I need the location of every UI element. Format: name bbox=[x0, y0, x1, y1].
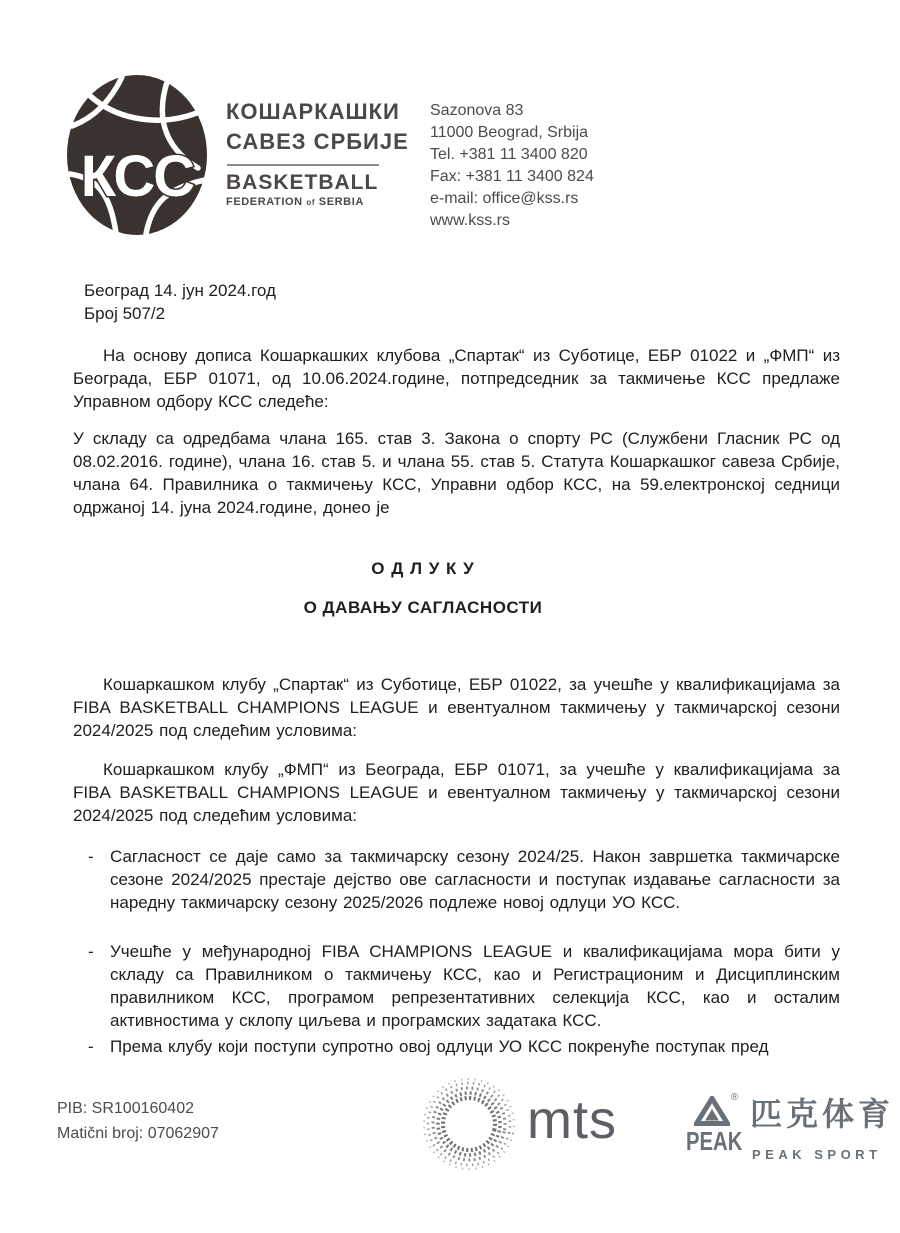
address-street: Sazonova 83 bbox=[430, 102, 524, 119]
address-city: 11000 Beograd, Srbija bbox=[430, 124, 589, 141]
paragraph-spartak: Кошаркашком клубу „Спартак“ из Суботице, ЕБР 01022, за учешће у квалификацијама за FIBA BASKETBALL CHAMPIONS LEAGUE и евентуалном такмичењу у такмичарској сезони 2024/2025 под следећим условима: bbox=[73, 675, 840, 740]
bullet-text-rules: Учешће у међународној FIBA CHAMPIONS LEAGUE и квалификацијама мора бити у складу са Правилником о такмичењу КСС, као и Регистрационим и Дисциплинским правилником КСС, програмом репрезентативних селекција КСС, као и осталим активностима у склопу циљева и програмских задатака КСС. bbox=[110, 942, 840, 1030]
org-sub-of: of bbox=[306, 198, 316, 207]
kss-basketball-logo-icon bbox=[66, 74, 208, 236]
document-meta bbox=[84, 279, 276, 325]
bullet-dash: - bbox=[88, 942, 94, 961]
fax-line: Fax: +381 11 3400 824 bbox=[430, 168, 594, 185]
decision-title: О Д Л У К У bbox=[371, 559, 475, 578]
paragraph-basis: На основу дописа Кошаркашких клубова „Спартак“ из Суботице, ЕБР 01022 и „ФМП“ из Београда, ЕБР 01071, од 10.06.2024.године, потпредседник за такмичење КСС предлаже Управном одбору КСС следеће: bbox=[73, 346, 840, 411]
mts-logo-text: mts bbox=[527, 1090, 617, 1150]
email-line: e-mail: office@kss.rs bbox=[430, 190, 579, 207]
contact-block bbox=[430, 100, 594, 232]
phone-line: Tel. +381 11 3400 820 bbox=[430, 146, 588, 163]
list-item bbox=[88, 1035, 840, 1058]
peak-triangle-icon bbox=[694, 1096, 730, 1126]
document-number: Број 507/2 bbox=[84, 304, 166, 323]
paragraph-legal-grounds: У складу са одредбама члана 165. став 3. Закона о спорту РС (Службени Гласник РС од 08.02.2016. године), члана 16. став 5. и члана 55. став 5. Статута Кошаркашког савеза Србије, члана 64. Правилника о такмичењу КСС, Управни одбор КСС, на 59.електронској седници одржаној 14. јуна 2024.године, донео је bbox=[73, 429, 840, 517]
peak-sport-text: PEAK SPORT bbox=[752, 1147, 882, 1162]
org-divider bbox=[227, 164, 379, 166]
peak-registered-mark: ® bbox=[731, 1092, 739, 1103]
bullet-dash: - bbox=[88, 1037, 94, 1056]
org-name-english: BASKETBALL bbox=[226, 171, 379, 194]
org-name-cyrillic-line1: КОШАРКАШКИ bbox=[226, 99, 400, 124]
org-sub-federation: FEDERATION bbox=[226, 196, 303, 208]
org-sub-serbia: SERBIA bbox=[318, 196, 364, 208]
maticni-broj: Matični broj: 07062907 bbox=[57, 1125, 219, 1142]
list-item bbox=[88, 845, 840, 914]
kss-logo-text: КСС bbox=[80, 144, 194, 209]
peak-wordmark: PEAK bbox=[686, 1126, 743, 1156]
org-name-english-sub bbox=[226, 196, 409, 208]
bullet-dash: - bbox=[88, 847, 94, 866]
list-item bbox=[88, 940, 840, 1032]
peak-chinese-text: 匹克体育 bbox=[750, 1096, 895, 1132]
footer-identifiers bbox=[57, 1096, 219, 1146]
bullet-text-violation: Према клубу који поступи супротно овој одлуци УО КСС покренуће поступак пред bbox=[110, 1037, 769, 1056]
website-line: www.kss.rs bbox=[430, 212, 510, 229]
org-name-block bbox=[226, 97, 409, 208]
mts-logo-icon bbox=[421, 1076, 517, 1172]
pib-number: PIB: SR100160402 bbox=[57, 1100, 194, 1117]
paragraph-fmp: Кошаркашком клубу „ФМП“ из Београда, ЕБР 01071, за учешће у квалификацијама за FIBA BASKETBALL CHAMPIONS LEAGUE и евентуалном такмичењу у такмичарској сезони 2024/2025 под следећим условима: bbox=[73, 760, 840, 825]
decision-subtitle: О ДАВАЊУ САГЛАСНОСТИ bbox=[303, 598, 543, 617]
bullet-text-season: Сагласност се даје само за такмичарску сезону 2024/25. Након завршетка такмичарске сезоне 2024/2025 престаје дејство ове сагласности и поступак издавање сагласности за наредну такмичарску сезону 2025/2026 подлеже новој одлуци УО КСС. bbox=[110, 847, 840, 912]
place-and-date: Београд 14. јун 2024.год bbox=[84, 281, 276, 300]
org-name-cyrillic-line2: САВЕЗ СРБИЈЕ bbox=[226, 129, 409, 154]
